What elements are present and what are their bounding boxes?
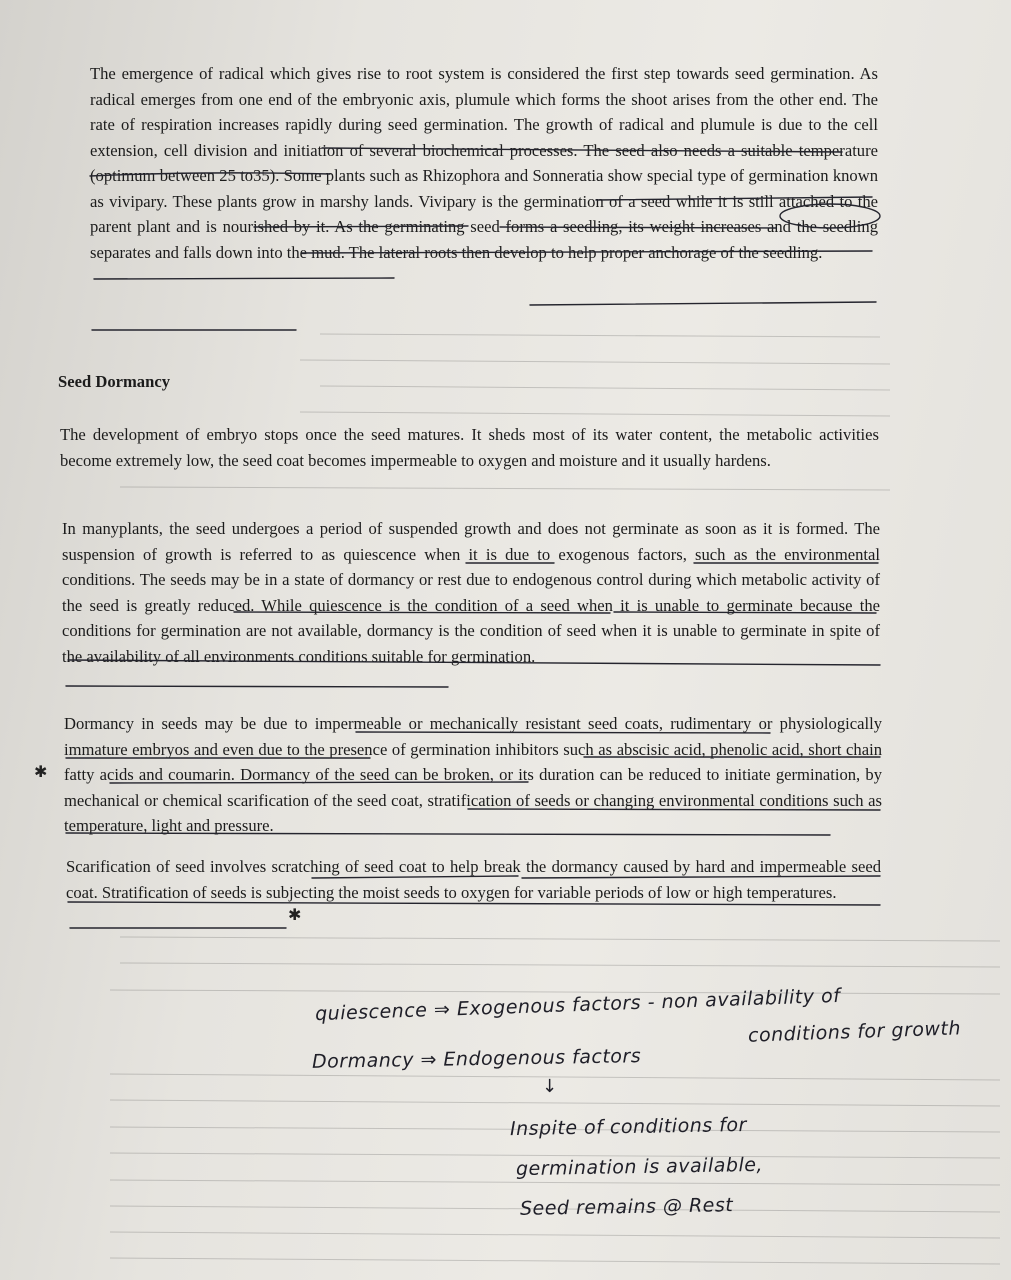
germination-paragraph: The emergence of radical which gives rise to root system is considered the first step towards seed germination. As radical emerges from one end of the embryonic axis, plumule which forms the shoot arises from the other end. The rate of respiration increases rapidly during seed germination. The growth of radical and plumule is due to the cell extension, cell division and initiation of several biochemical processes. The seed also needs a suitable temperature (optimum between 25 to35). Some plants such as Rhizophora and Sonneratia show special type of germination known as vivipary. These plants grow in marshy lands. Vivipary is the germination of a seed while it is still attached to the parent plant and is nourished by it. As the germinating seed forms a seedling, its weight increases and the seedling separates and falls down into the mud. The lateral roots then develop to help proper anchorage of the seedling. [90,64,878,262]
dormancy-paragraph-3: Dormancy in seeds may be due to impermeable or mechanically resistant seed coats, rudimentary or physiologically immature embryos and even due to the presence of germination inhibitors such as abscisic acid, phenolic acid, short chain fatty acids and coumarin. Dormancy of the seed can be broken, or its duration can be reduced to initiate germination, by mechanical or chemical scarification of the seed coat, stratification of seeds or changing environmental conditions such as temperature, light and pressure. [64,714,882,835]
handwritten-note-inspite: Inspite of conditions for [509,1113,748,1141]
handwritten-note-germination: germination is available, [515,1153,764,1181]
handwritten-note-conditions: conditions for growth [747,1017,962,1047]
scarification-paragraph: Scarification of seed involves scratching of seed coat to help break the dormancy caused by hard and impermeable seed coat. Stratification of seeds is subjecting the moist seeds to oxygen for variable periods of low or high temperatures. [66,857,881,902]
seed-dormancy-heading: Seed Dormancy [58,372,170,391]
handwritten-note-quiescence: quiescence ⇒ Exogenous factors - non availability of [314,984,841,1026]
handwritten-note-rest: Seed remains @ Rest [519,1194,734,1220]
handwritten-note-dormancy: Dormancy ⇒ Endogenous factors [311,1045,642,1073]
star-mark-end: ✱ [288,905,302,924]
star-mark-left: ✱ [34,762,48,781]
handwritten-arrow: ↓ [542,1076,558,1097]
dormancy-paragraph-2: In manyplants, the seed undergoes a period of suspended growth and does not germinate as soon as it is formed. The suspension of growth is referred to as quiescence when it is due to exogenous factors, such as the environmental conditions. The seeds may be in a state of dormancy or rest due to endogenous control during which metabolic activity of the seed is greatly reduced. While quiescence is the condition of a seed when it is unable to germinate because the conditions for germination are not available, dormancy is the condition of seed when it is unable to germinate in spite of the availability of all environments conditions suitable for germination. [62,519,880,666]
dormancy-paragraph-1: The development of embryo stops once the seed matures. It sheds most of its water content, the metabolic activities become extremely low, the seed coat becomes impermeable to oxygen and moisture and it usually hardens. [60,425,879,470]
